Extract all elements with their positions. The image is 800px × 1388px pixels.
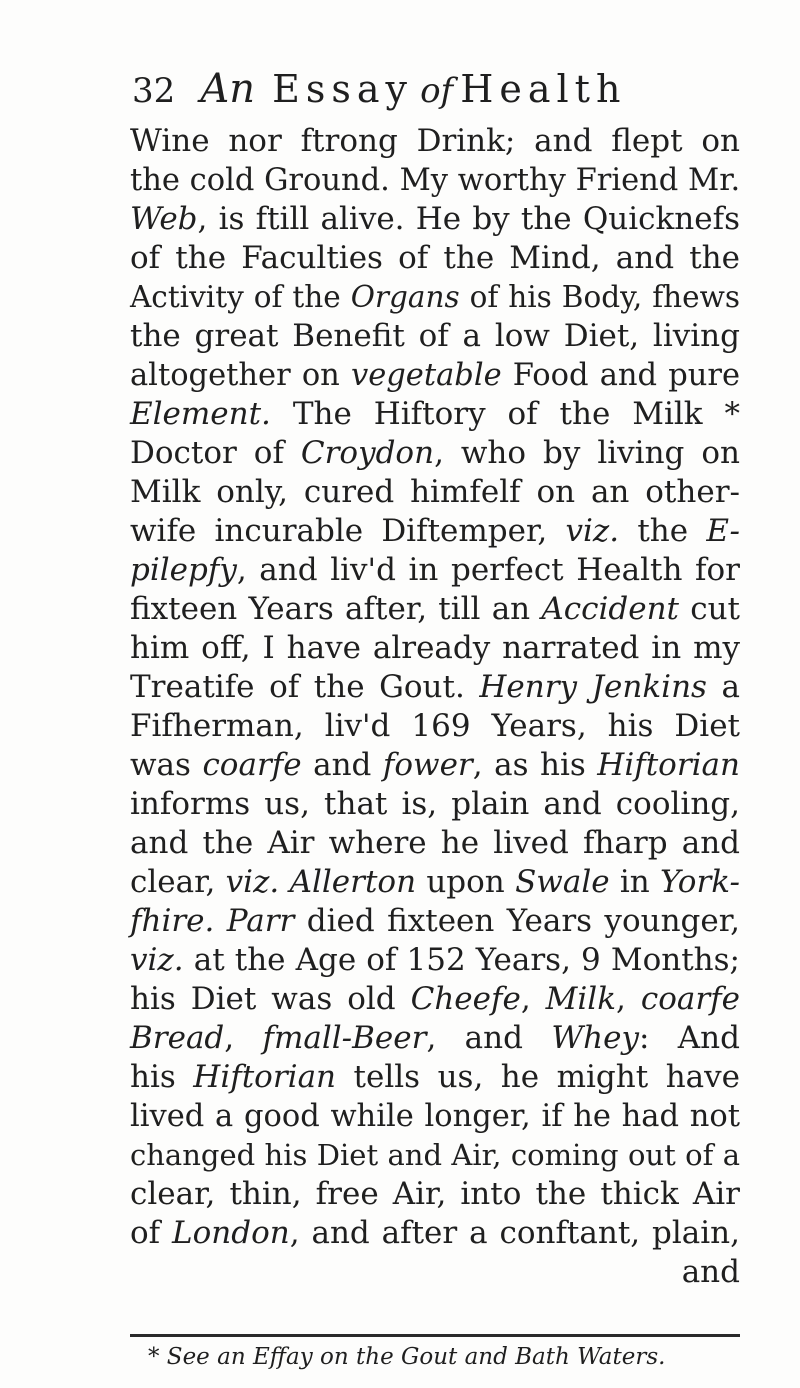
body-text (130, 122, 740, 1292)
italic-text: Cheefe (410, 981, 521, 1017)
text-run: Wine nor ftrong Drink; and flept on (130, 123, 740, 159)
text-run: in (609, 864, 661, 900)
text-run (279, 864, 289, 900)
italic-text: Parr (226, 903, 295, 939)
italic-text: Element. (130, 396, 271, 432)
text-line (130, 239, 740, 278)
running-header (132, 66, 732, 126)
italic-text: Web (130, 201, 198, 237)
italic-text: Accident (541, 591, 679, 627)
text-run: The Hiftory of the Milk * (270, 396, 740, 432)
text-run: , (224, 1020, 263, 1056)
text-run: , and liv'd in perfect Health for (236, 552, 740, 588)
text-line (130, 1175, 740, 1214)
text-line (130, 473, 740, 512)
text-run: altogether on (130, 358, 351, 393)
text-line (130, 746, 740, 785)
text-line (130, 434, 740, 473)
text-line (130, 668, 740, 707)
text-run: was (130, 747, 203, 783)
text-run: Activity of the (130, 280, 351, 314)
text-run: clear, (130, 864, 226, 900)
italic-text: fower (382, 747, 473, 783)
text-run: and the Air where he lived fharp and (130, 825, 740, 861)
italic-text: Hiftorian (597, 747, 741, 783)
text-line (130, 356, 740, 395)
text-line (130, 1097, 740, 1136)
text-run: cut (679, 591, 741, 627)
text-run: Milk only, cured himfelf on an other- (130, 474, 740, 510)
italic-text: Milk (545, 981, 616, 1017)
text-run: the cold Ground. My worthy Friend Mr. (130, 163, 741, 198)
italic-text: E- (706, 513, 741, 549)
text-run: tells us, he might have (336, 1059, 740, 1095)
text-run: changed his Diet and Air, coming out of a (130, 1138, 740, 1172)
italic-text: Whey (551, 1020, 639, 1056)
text-line (130, 122, 740, 161)
text-run: died fixteen Years younger, (294, 903, 741, 939)
text-run: informs us, that is, plain and cooling, (130, 786, 740, 822)
text-line (130, 161, 740, 200)
italic-text: vegetable (351, 358, 502, 393)
text-run (214, 903, 226, 939)
text-line (130, 317, 740, 356)
text-line (130, 902, 740, 941)
text-line (130, 863, 740, 902)
text-run: lived a good while longer, if he had not (130, 1099, 740, 1134)
italic-text: coarfe (640, 981, 740, 1017)
text-line (130, 941, 740, 980)
text-run: , is ftill alive. He by the Quicknefs (197, 201, 740, 237)
text-run: Doctor of (130, 435, 301, 471)
text-run: Fifherman, liv'd 169 Years, his Diet (130, 708, 740, 744)
footnote-rule (130, 1334, 740, 1337)
text-run: and (301, 747, 383, 783)
text-run: at the Age of 152 Years, 9 Months; (183, 942, 740, 978)
text-run: , as his (472, 747, 598, 783)
footnote: * See an Effay on the Gout and Bath Waters. (148, 1344, 666, 1370)
text-run: of his Body, fhews (459, 280, 740, 314)
text-run: of the Faculties of the Mind, and the (130, 240, 740, 276)
text-line (130, 590, 740, 629)
text-line (130, 824, 740, 863)
header-an: An (200, 66, 256, 112)
italic-text: pilepfy (130, 552, 237, 588)
text-run: the great Benefit of a low Diet, living (130, 318, 740, 354)
text-run: , and (426, 1020, 552, 1056)
text-run: wife incurable Diftemper, (130, 513, 566, 549)
text-run: him off, I have already narrated in my (130, 630, 740, 666)
italic-text: Allerton (289, 864, 417, 900)
text-line (130, 551, 740, 590)
text-run: a (706, 669, 740, 705)
text-line (130, 629, 740, 668)
text-line (130, 707, 740, 746)
italic-text: Organs (350, 280, 460, 314)
text-line (130, 980, 740, 1019)
text-line (130, 200, 740, 239)
italic-text: London (172, 1215, 290, 1251)
text-line (130, 1058, 740, 1097)
italic-text: Croydon (300, 435, 435, 471)
text-run: , (520, 981, 546, 1017)
header-of: of (420, 71, 454, 111)
text-line (130, 1136, 740, 1175)
text-line (130, 1019, 740, 1058)
italic-text: Hiftorian (193, 1059, 337, 1095)
italic-text: fhire. (130, 903, 215, 939)
header-health: Health (460, 67, 627, 111)
text-line (130, 785, 740, 824)
text-run: of (130, 1215, 173, 1251)
text-run: the (619, 513, 707, 549)
text-run: his (130, 1059, 194, 1095)
italic-text: fmall-Beer (262, 1020, 427, 1056)
text-run: , and after a conftant, plain, (289, 1215, 740, 1251)
italic-text: viz. (565, 513, 620, 549)
text-line (130, 1214, 740, 1253)
text-run: Treatife of the Gout. (130, 669, 480, 705)
italic-text: York- (660, 864, 740, 900)
italic-text: Henry Jenkins (479, 669, 707, 705)
italic-text: Bread (130, 1020, 225, 1056)
text-run: , (616, 981, 641, 1017)
text-line (130, 278, 740, 317)
header-essay: Essay (272, 67, 413, 111)
italic-text: coarfe (202, 747, 302, 783)
text-run: , who by living on (434, 435, 740, 471)
text-run: Food and pure (501, 358, 740, 393)
italic-text: viz. (225, 864, 280, 900)
italic-text: viz. (130, 942, 184, 978)
text-run: clear, thin, free Air, into the thick Air (130, 1176, 740, 1212)
text-run: fixteen Years after, till an (130, 591, 542, 627)
page-number: 32 (132, 71, 176, 111)
text-run: upon (416, 864, 516, 900)
text-line (130, 512, 740, 551)
italic-text: Swale (515, 864, 610, 900)
text-run: : And (639, 1020, 740, 1056)
text-run: his Diet was old (130, 981, 411, 1017)
text-line (130, 395, 740, 434)
catchword: and (681, 1254, 740, 1290)
